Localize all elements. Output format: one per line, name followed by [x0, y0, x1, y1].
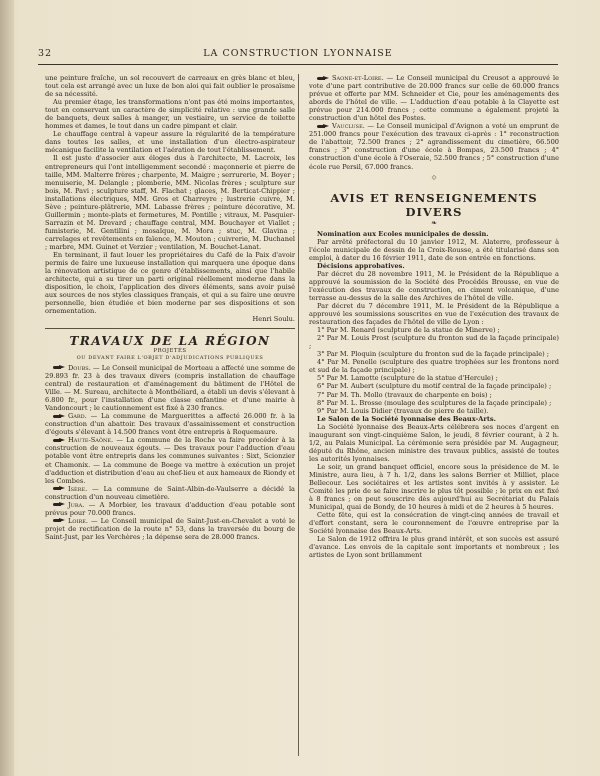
section-rule — [45, 328, 295, 329]
region-name: Jura. — [68, 500, 85, 509]
region-text: — La commune de Saint-Albin-de-Vaulserre a décidé la construction d'un nouveau cimetière. — [45, 484, 295, 501]
section-subtitle-detail: OU DEVANT FAIRE L'OBJET D'ADJUDICATIONS PUBLIQUES — [76, 354, 264, 361]
region-name: Saone-et-Loire. — [332, 74, 384, 82]
list-item — [45, 412, 295, 436]
pointing-hand-icon — [53, 365, 65, 370]
subheading: Décisions approbatives. — [317, 261, 405, 270]
section-title: TRAVAUX DE LA RÉGION — [69, 334, 271, 349]
list-item — [45, 436, 295, 484]
page-binding-shadow — [0, 0, 14, 776]
article-signature: Henri Soulu. — [252, 315, 295, 324]
list-item: 1° Par M. Renard (sculpture de la statue de Minerve) ; — [317, 326, 500, 335]
list-item — [45, 517, 295, 541]
page-number: 32 — [38, 48, 53, 59]
paragraph: Au premier étage, les transformations n'ont pas été moins importantes, tout en conservant un caractère de simplicité relative : une grande salle de banquets, deux salles à manger, un vestiaire, un service de toilette hommes et dames, le tout dans un cadre pimpant et clair. — [45, 98, 295, 131]
paragraph: Le chauffage central à vapeur assure la régularité de la température dans toutes les salles, et une installation d'un électro-aspirateur mécanique facilite la ventilation et l'aération de tout l'établissement. — [45, 130, 295, 155]
subheading: Le Salon de la Société lyonnaise des Beaux-Arts. — [317, 414, 496, 423]
paragraph: Le soir, un grand banquet officiel, encore sous la présidence de M. le Ministre, aura lieu, à 7 h. 1/2, dans les salons Berrier et Milliet, place Bellecour. Les sociétaires et les artistes sont invités à y assister. Le Comité les prie de se faire inscrire le plus tôt possible ; le prix en est fixé à 8 francs ; on peut souscrire dès aujourd'hui au Secrétariat du Palais Municipal, quai de Bondy, de 10 heures à midi et de 2 heures à 5 heures. — [309, 462, 559, 512]
list-item: 3° Par M. Ploquin (sculpture du fronton sud de la façade principale) ; — [317, 350, 549, 359]
region-name: Vaucluse. — [332, 122, 365, 131]
region-name: Doubs. — [68, 363, 91, 372]
list-item: 5° Par M. Lamotte (sculpture de la statue d'Hercule) ; — [317, 374, 498, 383]
journal-title: LA CONSTRUCTION LYONNAISE — [203, 48, 393, 59]
pointing-hand-icon — [53, 486, 65, 491]
diamond-ornament: ◇ — [431, 173, 437, 181]
region-name: Gard. — [68, 412, 87, 421]
right-column — [309, 74, 559, 559]
region-text: — La commune de Marguerittes a affecté 26.000 fr. à la construction d'un abattoir. Des travaux d'assainissement et construction d'égouts s'élevant à 14.500 francs vont être entrepris à Roquemaure. — [45, 412, 295, 437]
region-text: — Le Conseil municipal du Creusot a approuvé le vote d'une part contributive de 20.000 francs sur celle de 60.000 francs prévue et offerte par MM. Schneider et Cie, pour les aménagements des abords de l'hôtel de ville. — L'adduction d'eau potable à la Clayette est prévue pour 214.000 francs ; cette commune a également projeté la construction d'un hôtel des Postes. — [309, 74, 559, 123]
subheading: Nomination aux Ecoles municipales de dessin. — [317, 229, 489, 238]
contractor-list — [309, 326, 559, 415]
pointing-hand-icon — [53, 518, 65, 523]
list-item — [45, 485, 295, 501]
paragraph: une peinture fraîche, un sol recouvert de carreaux en grès blanc et bleu, tout cela est arrangé avec un luxe de bon aloi qui fait oublier le prosaïsme de sa nécessité. — [45, 74, 295, 99]
paragraph: Par arrêté préfectoral du 10 janvier 1912, M. Alaterre, professeur à l'école municipale de dessin de la Croix-Rousse, a été titularisé dans son emploi, à dater du 16 février 1911, date de son entrée en fonctions. — [309, 237, 559, 262]
paragraph: Le Salon de 1912 offrira le plus grand intérêt, et son succès est assuré d'avance. Les envois de la capitale sont importants et nombreux ; les artistes de Lyon sont brillamment — [309, 535, 559, 560]
list-item: 4° Par M. Penelle (sculpture des quatre trophées sur les frontons nord et sud de la façade principale) ; — [309, 358, 559, 375]
list-item: 6° Par M. Aubert (sculpture du motif central de la façade principale) ; — [317, 382, 552, 391]
page-header — [38, 48, 558, 62]
region-name: Loire. — [68, 516, 88, 525]
region-text: — Le Conseil municipal de Morteau a affecté une somme de 29.893 fr. 23 à des travaux divers (compris installation de chauffage central) de restauration et d'aménagement du bâtiment de l'Hôtel de Ville. — M. Sureau, architecte à Montbéliard, a établi un devis s'élevant à 6.800 fr., pour l'installation d'une classe enfantine et d'une mairie à Vandoncourt ; le cautionnement est fixé à 230 francs. — [45, 363, 295, 413]
pointing-hand-icon — [53, 502, 65, 507]
pointing-hand-icon — [53, 438, 65, 443]
region-text: — Le Conseil municipal de Saint-Just-en-Chevalet a voté le projet de rectification de la route n° 53, dans la traversée du bourg de Saint-Just, par les Verchères ; la dépense sera de 28.000 francs. — [45, 516, 295, 541]
paragraph: Par décret du 7 décembre 1911, M. le Président de la République a approuvé les soumissions souscrites en vue de l'exécution des travaux de restauration des façades de l'hôtel de ville de Lyon : — [309, 301, 559, 327]
list-item: 9° Par M. Louis Didier (travaux de pierre de taille). — [317, 406, 489, 415]
list-item — [309, 74, 559, 122]
list-item: 7° Par M. Th. Mollo (travaux de charpente en bois) ; — [317, 390, 492, 399]
paragraph: La Société lyonnaise des Beaux-Arts célébrera ses noces d'argent en inaugurant son vingt-cinquième Salon, le jeudi, 8 février courant, à 2 h. 1/2, au Palais Municipal. La cérémonie sera présidée par M. Augagneur, député du Rhône, ancien ministre des travaux publics, assisté de toutes les autorités lyonnaises. — [309, 422, 559, 463]
column-divider — [298, 74, 299, 756]
pointing-hand-icon — [317, 76, 329, 81]
region-text: — La commune de la Roche va faire procéder à la construction de nouveaux égouts. — Des travaux pour l'adduction d'eau potable vont être entrepris dans les communes suivantes : Sixt, Scionzier et Chamonix. — La commune de Boege va mettre à exécution un projet d'adduction et distribution d'eau au chef-lieu et aux hameaux de Riondy et les Combes. — [45, 436, 295, 485]
region-text: — A Morbier, les travaux d'adduction d'eau potable sont prévus pour 70.000 francs. — [45, 500, 295, 517]
left-column — [45, 74, 295, 541]
section-title: AVIS ET RENSEIGNEMENTS DIVERS — [330, 190, 538, 219]
paragraph: Cette fête, qui est la consécration de vingt-cinq années de travail et d'effort constant, sera le couronnement de l'œuvre entreprise par la Société lyonnaise des Beaux-Arts. — [309, 511, 559, 536]
region-name: Haute-Saône. — [68, 436, 114, 445]
list-item — [309, 122, 559, 170]
fleuron-icon: ❧ — [431, 218, 437, 227]
list-item: 2° Par M. Louis Prost (sculpture du fronton sud de la façade principale) ; — [309, 334, 559, 351]
region-text: — Le Conseil municipal d'Avignon a voté un emprunt de 251.000 francs pour l'exécution des travaux ci-après : 1° reconstruction de l'abattoir, 72.500 francs ; 2° agrandissement du cimetière, 66.500 francs ; 3° construction d'une école à Bompas, 23.500 francs ; 4° construction d'une école à l'Oseraie, 52.500 francs ; 5° construction d'une école rue Persil, 67.000 francs. — [309, 122, 559, 171]
paragraph: En terminant, il faut louer les propriétaires du Café de la Paix d'avoir permis de faire une luxueuse installation qui marquera une époque dans la rénovation artistique de ce genre d'établissements, ainsi que l'habile architecte, qui a su tirer un parti original réellement moderne dans la disposition, le choix, l'application des divers éléments, sans avoir puisé aux sources de nos styles classiques français, et qui a su faire une œuvre personnelle, bien étudiée et bien moderne par ses dispositions et son ornementation. — [45, 251, 295, 316]
paragraph: Il est juste d'associer aux éloges dus à l'architecte, M. Lacroix, les entrepreneurs qui l'ont intelligemment secondé : maçonnerie et pierre de taille, MM. Malterre frères ; charpente, M. Maigre ; serrurerie, M. Boyer ; menuiserie, M. Delangle ; plomberie, MM. Nicolas frères ; sculpture sur bois, M. Pavi ; sculpture staff, M. Flachat ; glaces, M. Berticat-Chippier ; installations électriques, MM. Gros et Charreyre ; lustrerie cuivre, M. Sève ; peinture-plâtrerie, MM. Labasse frères ; peinture décorative, M. Guillermin ; monte-plats et fermetures, M. Pontille ; vitraux, M. Pasquier-Sarrazin et M. Drevard ; chauffage central, MM. Bouchayer et Viallet ; fumisterie, M. Gentilini ; mosaïque, M. Mora ; stuc, M. Glavina ; carrelages et revêtements en faïence, M. Mouton ; cuivrerie, M. Duchanel ; marbre, MM. Guinet et Verzier ; ventilation, M. Bouchet-Lanat. — [45, 154, 295, 251]
paragraph: Par décret du 28 novembre 1911, M. le Président de la République a approuvé la soumission de la Société des Procédés Brousse, en vue de l'exécution des travaux de construction, en ciment volcanique, d'une terrasse au-dessus de la salle des Archives de l'hôtel de ville. — [309, 269, 559, 302]
list-item: 8° Par M. L. Brosse (moulage des sculptures de la façade principale) ; — [317, 398, 552, 407]
list-item — [45, 501, 295, 517]
list-item — [45, 364, 295, 412]
region-name: Isère. — [68, 484, 88, 493]
pointing-hand-icon — [53, 414, 65, 419]
header-rule — [38, 64, 558, 65]
section-subtitle: PROJETÉS — [153, 348, 187, 355]
pointing-hand-icon — [317, 124, 329, 129]
